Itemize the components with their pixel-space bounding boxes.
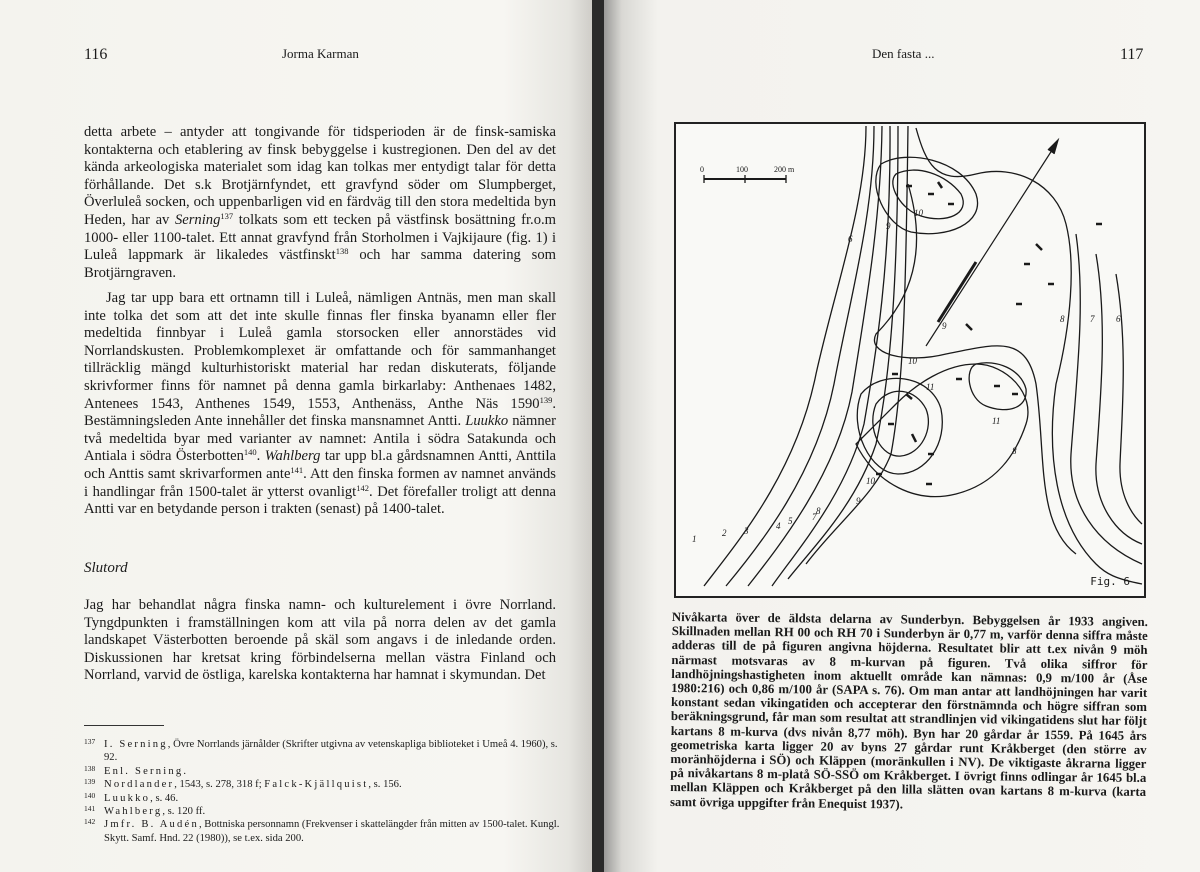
paragraph-3: Jag har behandlat några finska namn- och kulturelement i övre Norrland. Tyngdpunkten i framställningen kom att vila på norra delen av det gamla landskapet Västerbotten beroende på skäl som angavs i de inledande orden. Diskussionen har kretsat kring förbindelserna mellan västra Finland och Norrland, varvid de östliga, karelska kontakterna har hamnat i skymundan. Det bbox=[84, 597, 556, 684]
scale-label: 200 m bbox=[774, 165, 795, 174]
contour-label: 9 bbox=[856, 496, 861, 506]
footnote: 141 Wahlberg, s. 120 ff. bbox=[84, 804, 206, 818]
running-head-title: Den fasta ... bbox=[872, 46, 935, 61]
contour-label: 3 bbox=[744, 526, 749, 536]
contour-label: 1 bbox=[692, 534, 697, 544]
left-page bbox=[0, 0, 592, 872]
contour-line bbox=[1071, 234, 1142, 564]
contour-label: 7 bbox=[1090, 314, 1095, 324]
scale-label: 0 bbox=[700, 165, 704, 174]
paragraph-1: detta arbete – antyder att tongivande för tidsperioden är de finsk-samiska kontakterna och etablering av finsk bebyggelse i kustregionen. Den del av det kända arkeologiska materialet som idag kan tolkas mer entydigt talar för detta förhållande. Det s.k Brotjärnfyndet, ett gravfynd söder om Slumpberget, Överluleå socken, och uppenbarligen vid en färdväg till den stora medeltida byn Heden, har av Serning$^{137}$ tolkats som ett tecken på västfinsk bosättning fr.o.m 1000- eller 1100-talet. Ett annat gravfynd från Storholmen i Vajkijaure (fig. 1) i Luleå lappmark är likaledes västfinskt$^{138}$ och har samma datering som Brotjärngraven. bbox=[84, 124, 557, 281]
scale-bar bbox=[700, 165, 795, 183]
contour-label: 10 bbox=[914, 208, 923, 218]
contour-label: 10 bbox=[866, 476, 875, 486]
contour-label: 5 bbox=[788, 516, 793, 526]
footnote: 140 Luukko, s. 46. bbox=[84, 790, 179, 804]
running-head-author: Jorma Karman bbox=[282, 46, 359, 61]
page-number-left: 116 bbox=[84, 46, 108, 63]
contour-map-figure bbox=[674, 122, 1146, 598]
contour-label: 11 bbox=[926, 382, 935, 392]
section-heading: Slutord bbox=[84, 560, 128, 576]
footnote-rule bbox=[84, 725, 164, 726]
contour-label: 4 bbox=[776, 521, 781, 531]
contour-label: 7 bbox=[812, 512, 817, 522]
footnote: 138 Enl. Serning. bbox=[84, 763, 187, 777]
contour-line bbox=[1116, 274, 1142, 524]
contour-label: 8 bbox=[1012, 446, 1017, 456]
contour-label: 11 bbox=[992, 416, 1001, 426]
contour-label: 9 bbox=[942, 321, 947, 331]
right-page bbox=[604, 0, 1200, 872]
settlement-marks bbox=[876, 182, 1102, 484]
contour-line bbox=[788, 126, 898, 579]
contour-label: 8 bbox=[816, 506, 821, 516]
contour-label: 6 bbox=[848, 234, 853, 244]
paragraph-2: Jag tar upp bara ett ortnamn till i Luleå, nämligen Antnäs, men man skall inte tolka det som att det inte skulle finnas fler finska byanamn eller fler medeltida finnbyar i Luleå gamla storsocken eller annorstädes vid Norrlandskusten. Problemkomplexet är omfattande och för sammanhanget tillräcklig mängd kulturhistoriskt material har redan diskuterats, följande skrivformer finns för namnet på denna gamla birkarlaby: Anthenaes 1482, Antenees 1543, Anthenes 1549, 1553, Anthenäss, Anthe Näs 1590$^{139}$. Bestämningsleden Ante innehåller det finska mansnamnet Antti. Luukko nämner två medeltida byar med varianter av namnet: Antila i södra Satakunda och Antiala i södra Österbotten$^{140}$. Wahlberg tar upp bl.a gårdsnamnen Antti, Anttila och Anttis samt skrivarformen ante$^{141}$. Att den finska formen av namnet används i handlingar från 1500-talet är ytterst ovanligt$^{142}$. Det förefaller troligt att denna Antti var en betydande person i trakten (senast) på 1400-talet. bbox=[84, 290, 556, 518]
contour-label: 8 bbox=[1060, 314, 1065, 324]
scale-label: 100 bbox=[736, 165, 748, 174]
footnote: 137 I. Serning, Övre Norrlands järnålder (Skrifter utgivna av vetenskapliga biblioteket i Umeå 4. 1960), s. 92. bbox=[84, 737, 558, 764]
contour-map bbox=[676, 124, 1144, 596]
contour-label: 10 bbox=[908, 356, 917, 366]
footnote: 142 Jmfr. B. Audén, Bottniska personnamn (Frekvenser i skattelängder från mitten av 1500-talet. Kungl. Skytt. Samf. Hnd. 22 (1980)), se t.ex. sida 200. bbox=[84, 817, 560, 844]
contour-line bbox=[873, 391, 929, 456]
contour-line bbox=[874, 184, 1076, 554]
footnote: 139 Nordlander, 1543, s. 278, 318 f; Falck-Kjällquist, s. 156. bbox=[84, 777, 402, 791]
figure-label: Fig. 6 bbox=[1090, 575, 1130, 588]
contour-line bbox=[704, 126, 866, 586]
page-number-right: 117 bbox=[1120, 46, 1144, 63]
footnotes bbox=[84, 738, 560, 845]
figure-caption: Nivåkarta över de äldsta delarna av Sunderbyn. Bebyggelsen år 1933 angiven. Skillnaden mellan RH 00 och RH 70 i Sunderbyn är 0,77 m, varför denna siffra måste adderas till de på figuren angivna höjderna. Resultatet blir att t.ex nivån 9 möh närmast motsvaras av 8 m-kurvan på figuren. Två olika siffror för landhöjningshastigheten inom aktuellt område kan nämnas: 0,9 m/100 år (Åse 1980:216) och 0,86 m/100 år (SAPA s. 76). Om man antar att landhöjningen har varit konstant sedan vikingatiden och accepterar den förstnämnda och högre siffran som beräkningsgrund, får man som resultat att strandlinjen vid vikingatidens slut har följt kartans 8 m-kurva (dvs nivån 8,77 möh). Byn har 20 gårdar år 1559. På 1645 års geometriska karta ligger 20 av byns 27 gårdar runt Kråkberget (den större av moränhöjderna i SÖ) och Kläppen (moränkullen i NV). De viktigaste åkrarna ligger på nivåkartans 8 m-platå SÖ-SSÖ om Kråkberget. I övrigt finns odlingar år 1645 bl.a mellan Kläppen och Kråkberget på den lilla slätten ovan kartans 8 m-kurva (karta samt övriga uppgifter från Enequist 1937). bbox=[669, 610, 1148, 812]
contour-label: 9 bbox=[886, 221, 891, 231]
contour-label: 6 bbox=[1116, 314, 1121, 324]
contour-label: 2 bbox=[722, 528, 727, 538]
contour-line bbox=[726, 126, 874, 586]
